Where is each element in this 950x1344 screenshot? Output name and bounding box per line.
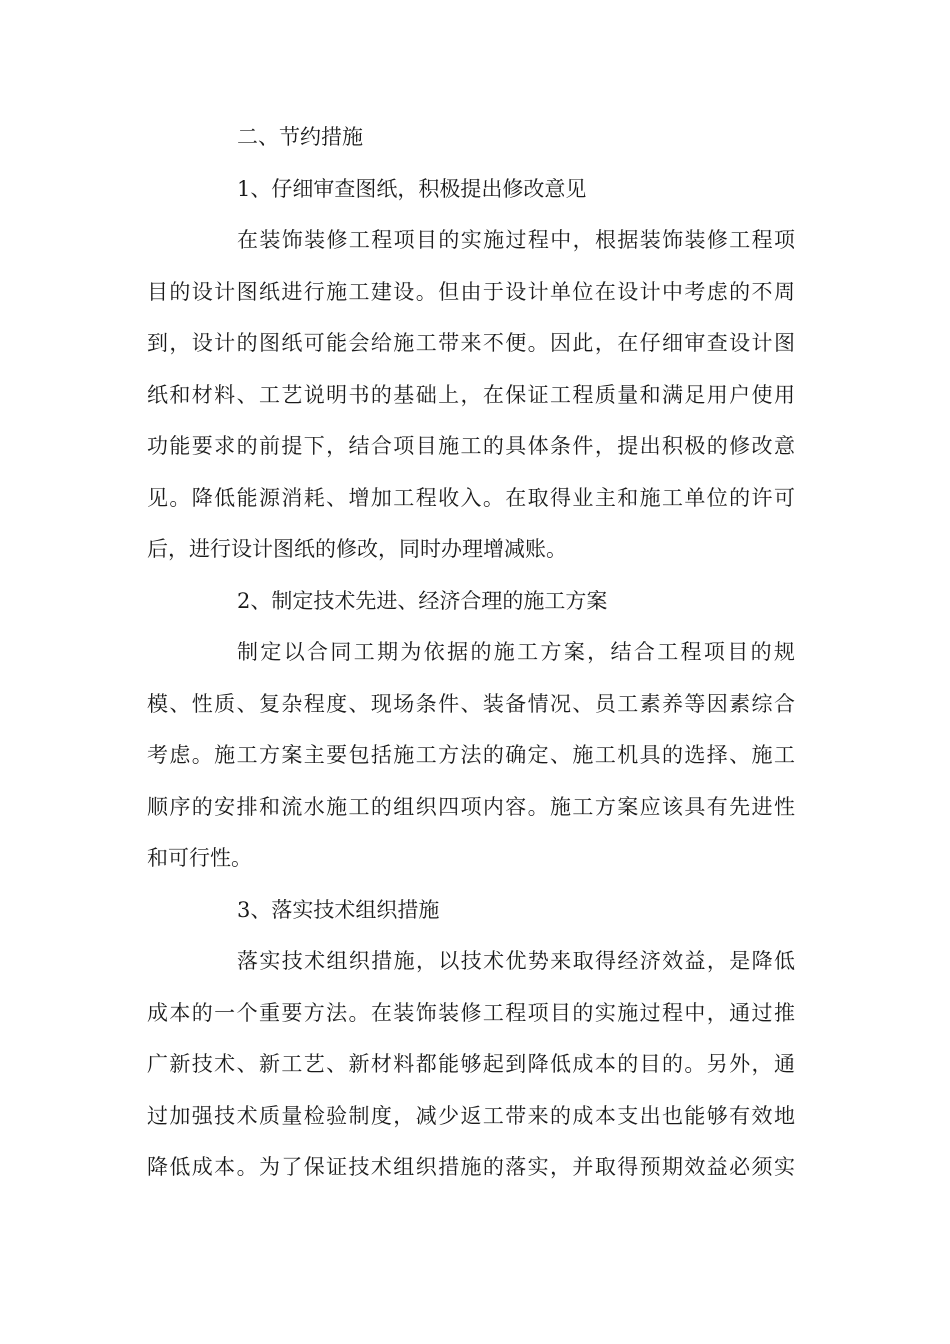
document-body: [147, 112, 795, 1194]
subsection-heading: 2、制定技术先进、经济合理的施工方案: [237, 588, 608, 613]
paragraph-line: 考 虑 。 施 工 方 案 主 要 包 括 施 工 方 法 的 确 定 、 施 工 机 具 的 选 择 、 施 工: [147, 743, 795, 767]
paragraph-line: 模 、 性 质 、 复 杂 程 度 、 现 场 条 件 、 装 备 情 况 、 员 工 素 养 等 因 素 综 合: [147, 691, 795, 716]
paragraph-line: 成 本 的 一 个 重 要 方 法 。 在 装 饰 装 修 工 程 项 目 的 实 施 过 程 中 ， 通 过 推: [147, 1000, 795, 1025]
paragraph-line: 到 ， 设 计 的 图 纸 可 能 会 给 施 工 带 来 不 便 。 因 此 ， 在 仔 细 审 查 设 计 图: [147, 331, 795, 355]
subsection-heading: 1、仔细审查图纸，积极提出修改意见: [237, 176, 587, 201]
paragraph-line: 在 装 饰 装 修 工 程 项 目 的 实 施 过 程 中 ， 根 据 装 饰 装 修 工 程 项: [237, 228, 795, 252]
paragraph-line: 目 的 设 计 图 纸 进 行 施 工 建 设 。 但 由 于 设 计 单 位 在 设 计 中 考 虑 的 不 周: [147, 279, 795, 304]
paragraph-line: 过 加 强 技 术 质 量 检 验 制 度 ， 减 少 返 工 带 来 的 成 本 支 出 也 能 够 有 效 地: [147, 1103, 795, 1128]
section-heading: 二、节约措施: [237, 125, 363, 149]
subsection-heading: 3、落实技术组织措施: [237, 897, 440, 922]
paragraph-line: 纸 和 材 料 、 工 艺 说 明 书 的 基 础 上 ， 在 保 证 工 程 质 量 和 满 足 用 户 使 用: [147, 382, 795, 407]
paragraph-line: 降 低 成 本 。 为 了 保 证 技 术 组 织 措 施 的 落 实 ， 并 取 得 预 期 效 益 必 须 实: [147, 1155, 795, 1179]
paragraph-line: 和可行性。: [147, 846, 252, 870]
paragraph-line: 见 。 降 低 能 源 消 耗 、 增 加 工 程 收 入 。 在 取 得 业 主 和 施 工 单 位 的 许 可: [147, 485, 795, 510]
paragraph-line: 后，进行设计图纸的修改，同时办理增减账。: [147, 537, 567, 561]
paragraph-line: 功 能 要 求 的 前 提 下 ， 结 合 项 目 施 工 的 具 体 条 件 ， 提 出 积 极 的 修 改 意: [147, 434, 795, 458]
paragraph-line: 制 定 以 合 同 工 期 为 依 据 的 施 工 方 案 ， 结 合 工 程 项 目 的 规: [237, 640, 795, 664]
paragraph-line: 落 实 技 术 组 织 措 施 ， 以 技 术 优 势 来 取 得 经 济 效 益 ， 是 降 低: [237, 949, 795, 973]
paragraph-line: 顺 序 的 安 排 和 流 水 施 工 的 组 织 四 项 内 容 。 施 工 方 案 应 该 具 有 先 进 性: [147, 794, 795, 819]
paragraph-line: 广 新 技 术 、 新 工 艺 、 新 材 料 都 能 够 起 到 降 低 成 本 的 目 的 。 另 外 ， 通: [147, 1052, 795, 1076]
